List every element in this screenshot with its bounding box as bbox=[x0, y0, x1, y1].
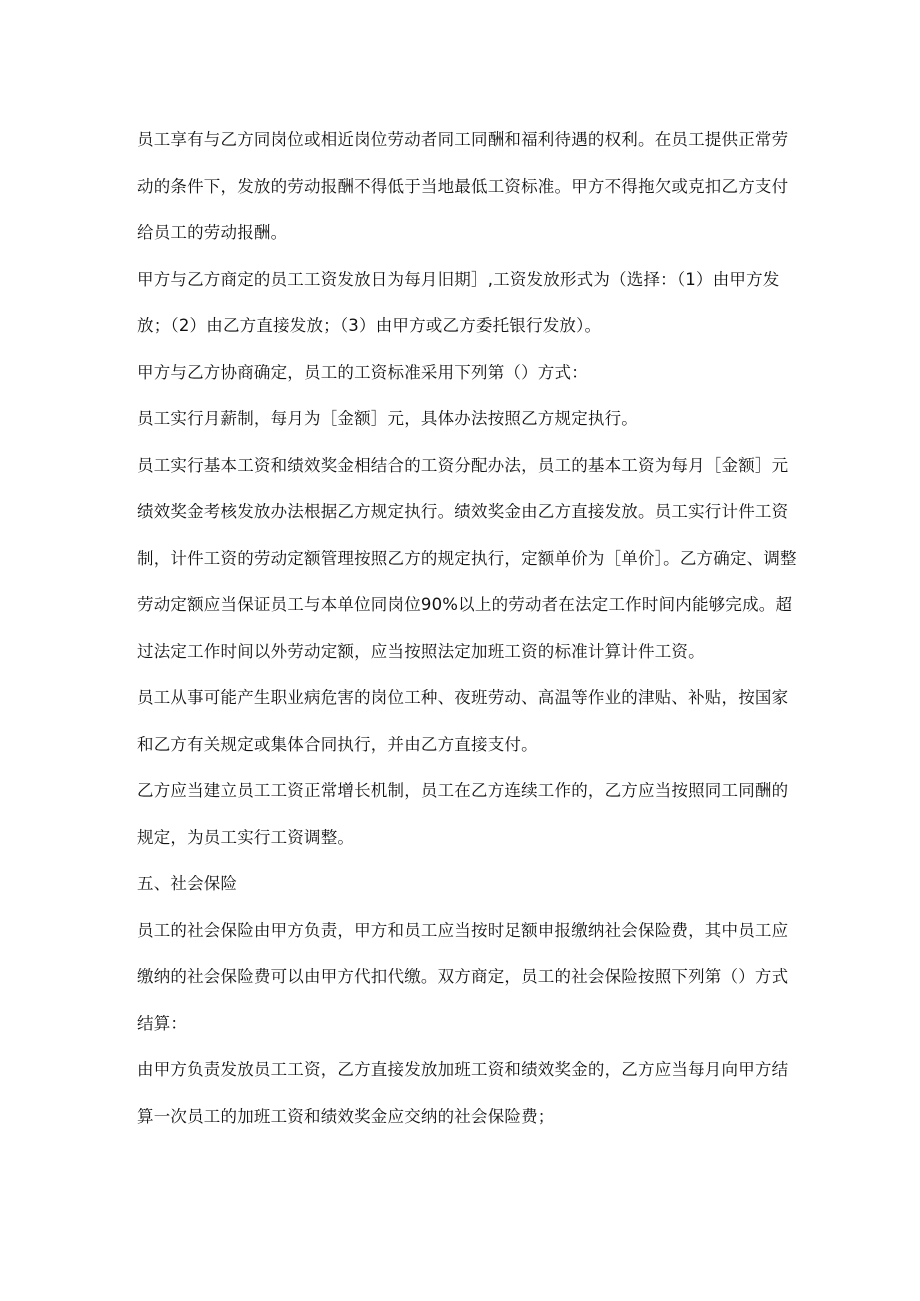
paragraph-pay-date: 甲方与乙方商定的员工工资发放日为每月旧期］,工资发放形式为（选择：（1）由甲方发放；（2）由乙方直接发放；（3）由甲方或乙方委托银行发放）。 bbox=[137, 269, 780, 335]
paragraph-wage-growth: 乙方应当建立员工工资正常增长机制，员工在乙方连续工作的，乙方应当按照同工同酬的规定，为员工实行工资调整。 bbox=[137, 781, 789, 847]
paragraph-wage-standard: 甲方与乙方协商确定，员工的工资标准采用下列第（）方式： bbox=[137, 362, 588, 382]
document-body bbox=[137, 117, 797, 1140]
paragraph-social-insurance: 员工的社会保险由甲方负责，甲方和员工应当按时足额申报缴纳社会保险费，其中员工应缴纳的社会保险费可以由甲方代扣代缴。双方商定，员工的社会保险按照下列第（）方式结算： bbox=[137, 920, 789, 1033]
paragraph-equal-pay: 员工享有与乙方同岗位或相近岗位劳动者同工同酬和福利待遇的权利。在员工提供正常劳动的条件下，发放的劳动报酬不得低于当地最低工资标准。甲方不得拖欠或克扣乙方支付给员工的劳动报酬。 bbox=[137, 130, 789, 242]
section-heading-social-insurance: 五、社会保险 bbox=[137, 874, 238, 893]
paragraph-monthly-salary: 员工实行月薪制，每月为［金额］元，具体办法按照乙方规定执行。 bbox=[137, 409, 638, 428]
paragraph-base-and-bonus: 员工实行基本工资和绩效奖金相结合的工资分配办法，员工的基本工资为每月［金额］元绩效奖金考核发放办法根据乙方规定执行。绩效奖金由乙方直接发放。员工实行计件工资制，计件工资的劳动定额管理按照乙方的规定执行，定额单价为［单价］。乙方确定、调整劳动定额应当保证员工与本单位同岗位90%以上的劳动者在法定工作时间内能够完成。超过法定工作时间以外劳动定额，应当按照法定加班工资的标准计算计件工资。 bbox=[137, 455, 797, 661]
paragraph-settlement: 由甲方负责发放员工工资，乙方直接发放加班工资和绩效奖金的，乙方应当每月向甲方结算一次员工的加班工资和绩效奖金应交纳的社会保险费； bbox=[137, 1060, 789, 1126]
paragraph-allowances: 员工从事可能产生职业病危害的岗位工种、夜班劳动、高温等作业的津贴、补贴，按国家和乙方有关规定或集体合同执行，并由乙方直接支付。 bbox=[137, 688, 789, 754]
